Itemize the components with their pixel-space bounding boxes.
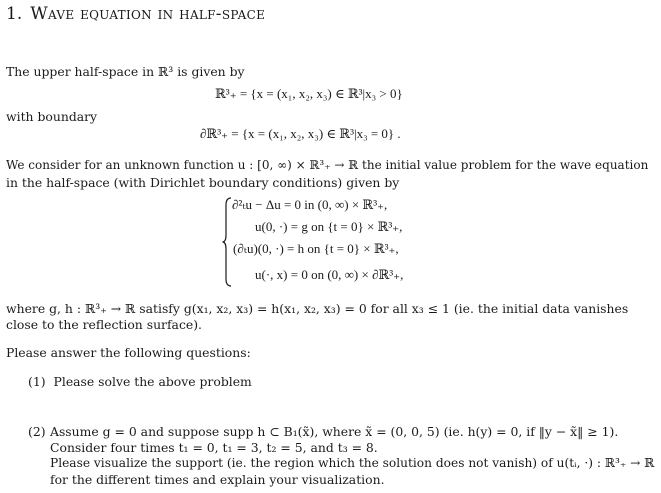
system-equation-3: (∂ₜu)(0, ·) = h on {t = 0} × ℝ³₊,	[233, 241, 399, 256]
half-space-definition: ℝ³₊ = {x = (x₁, x₂, x₃) ∈ ℝ³|x₃ > 0}	[215, 86, 403, 101]
where-line-2: close to the reflection surface).	[6, 317, 202, 332]
question-1-label: (1)	[28, 374, 46, 389]
boundary-definition: ∂ℝ³₊ = {x = (x₁, x₂, x₃) ∈ ℝ³|x₃ = 0} .	[200, 126, 401, 141]
with-boundary-text: with boundary	[6, 109, 98, 124]
section-heading	[6, 4, 265, 24]
problem-line-2: in the half-space (with Dirichlet boundary conditions) given by	[6, 175, 400, 190]
system-brace-icon	[222, 197, 232, 287]
question-1-text: Please solve the above problem	[53, 374, 252, 389]
question-2-line-1: Assume g = 0 and suppose supp h ⊂ B₁(x̃), where x̃ = (0, 0, 5) (ie. h(y) = 0, if ‖y − x̃‖ ≥ 1).	[50, 424, 619, 439]
where-line-1: where g, h : ℝ³₊ → ℝ satisfy g(x₁, x₂, x₃) = h(x₁, x₂, x₃) = 0 for all x₃ ≤ 1 (ie. the initial data vanishes	[6, 301, 629, 316]
section-number: 1.	[6, 4, 23, 24]
question-2-label: (2)	[28, 424, 46, 439]
question-2-line-3: Please visualize the support (ie. the region which the solution does not vanish) of u(tᵢ, ·) : ℝ³₊ → ℝ	[50, 456, 655, 470]
section-title: Wave equation in half-space	[30, 4, 266, 24]
problem-line-1: We consider for an unknown function u : [0, ∞) × ℝ³₊ → ℝ the initial value problem for the wave equation	[6, 158, 649, 172]
question-2-line-4: for the different times and explain your visualization.	[50, 472, 385, 487]
question-2-line-2: Consider four times t₁ = 0, t₁ = 3, t₂ = 5, and t₃ = 8.	[50, 440, 378, 455]
intro-line: The upper half-space in ℝ³ is given by	[6, 64, 245, 79]
system-equation-2: u(0, ·) = g on {t = 0} × ℝ³₊,	[255, 219, 403, 234]
system-equation-4: u(·, x) = 0 on (0, ∞) × ∂ℝ³₊,	[255, 267, 404, 282]
question-1	[28, 374, 252, 389]
system-equation-1: ∂²ₜu − Δu = 0 in (0, ∞) × ℝ³₊,	[232, 197, 388, 212]
questions-prompt: Please answer the following questions:	[6, 345, 251, 360]
